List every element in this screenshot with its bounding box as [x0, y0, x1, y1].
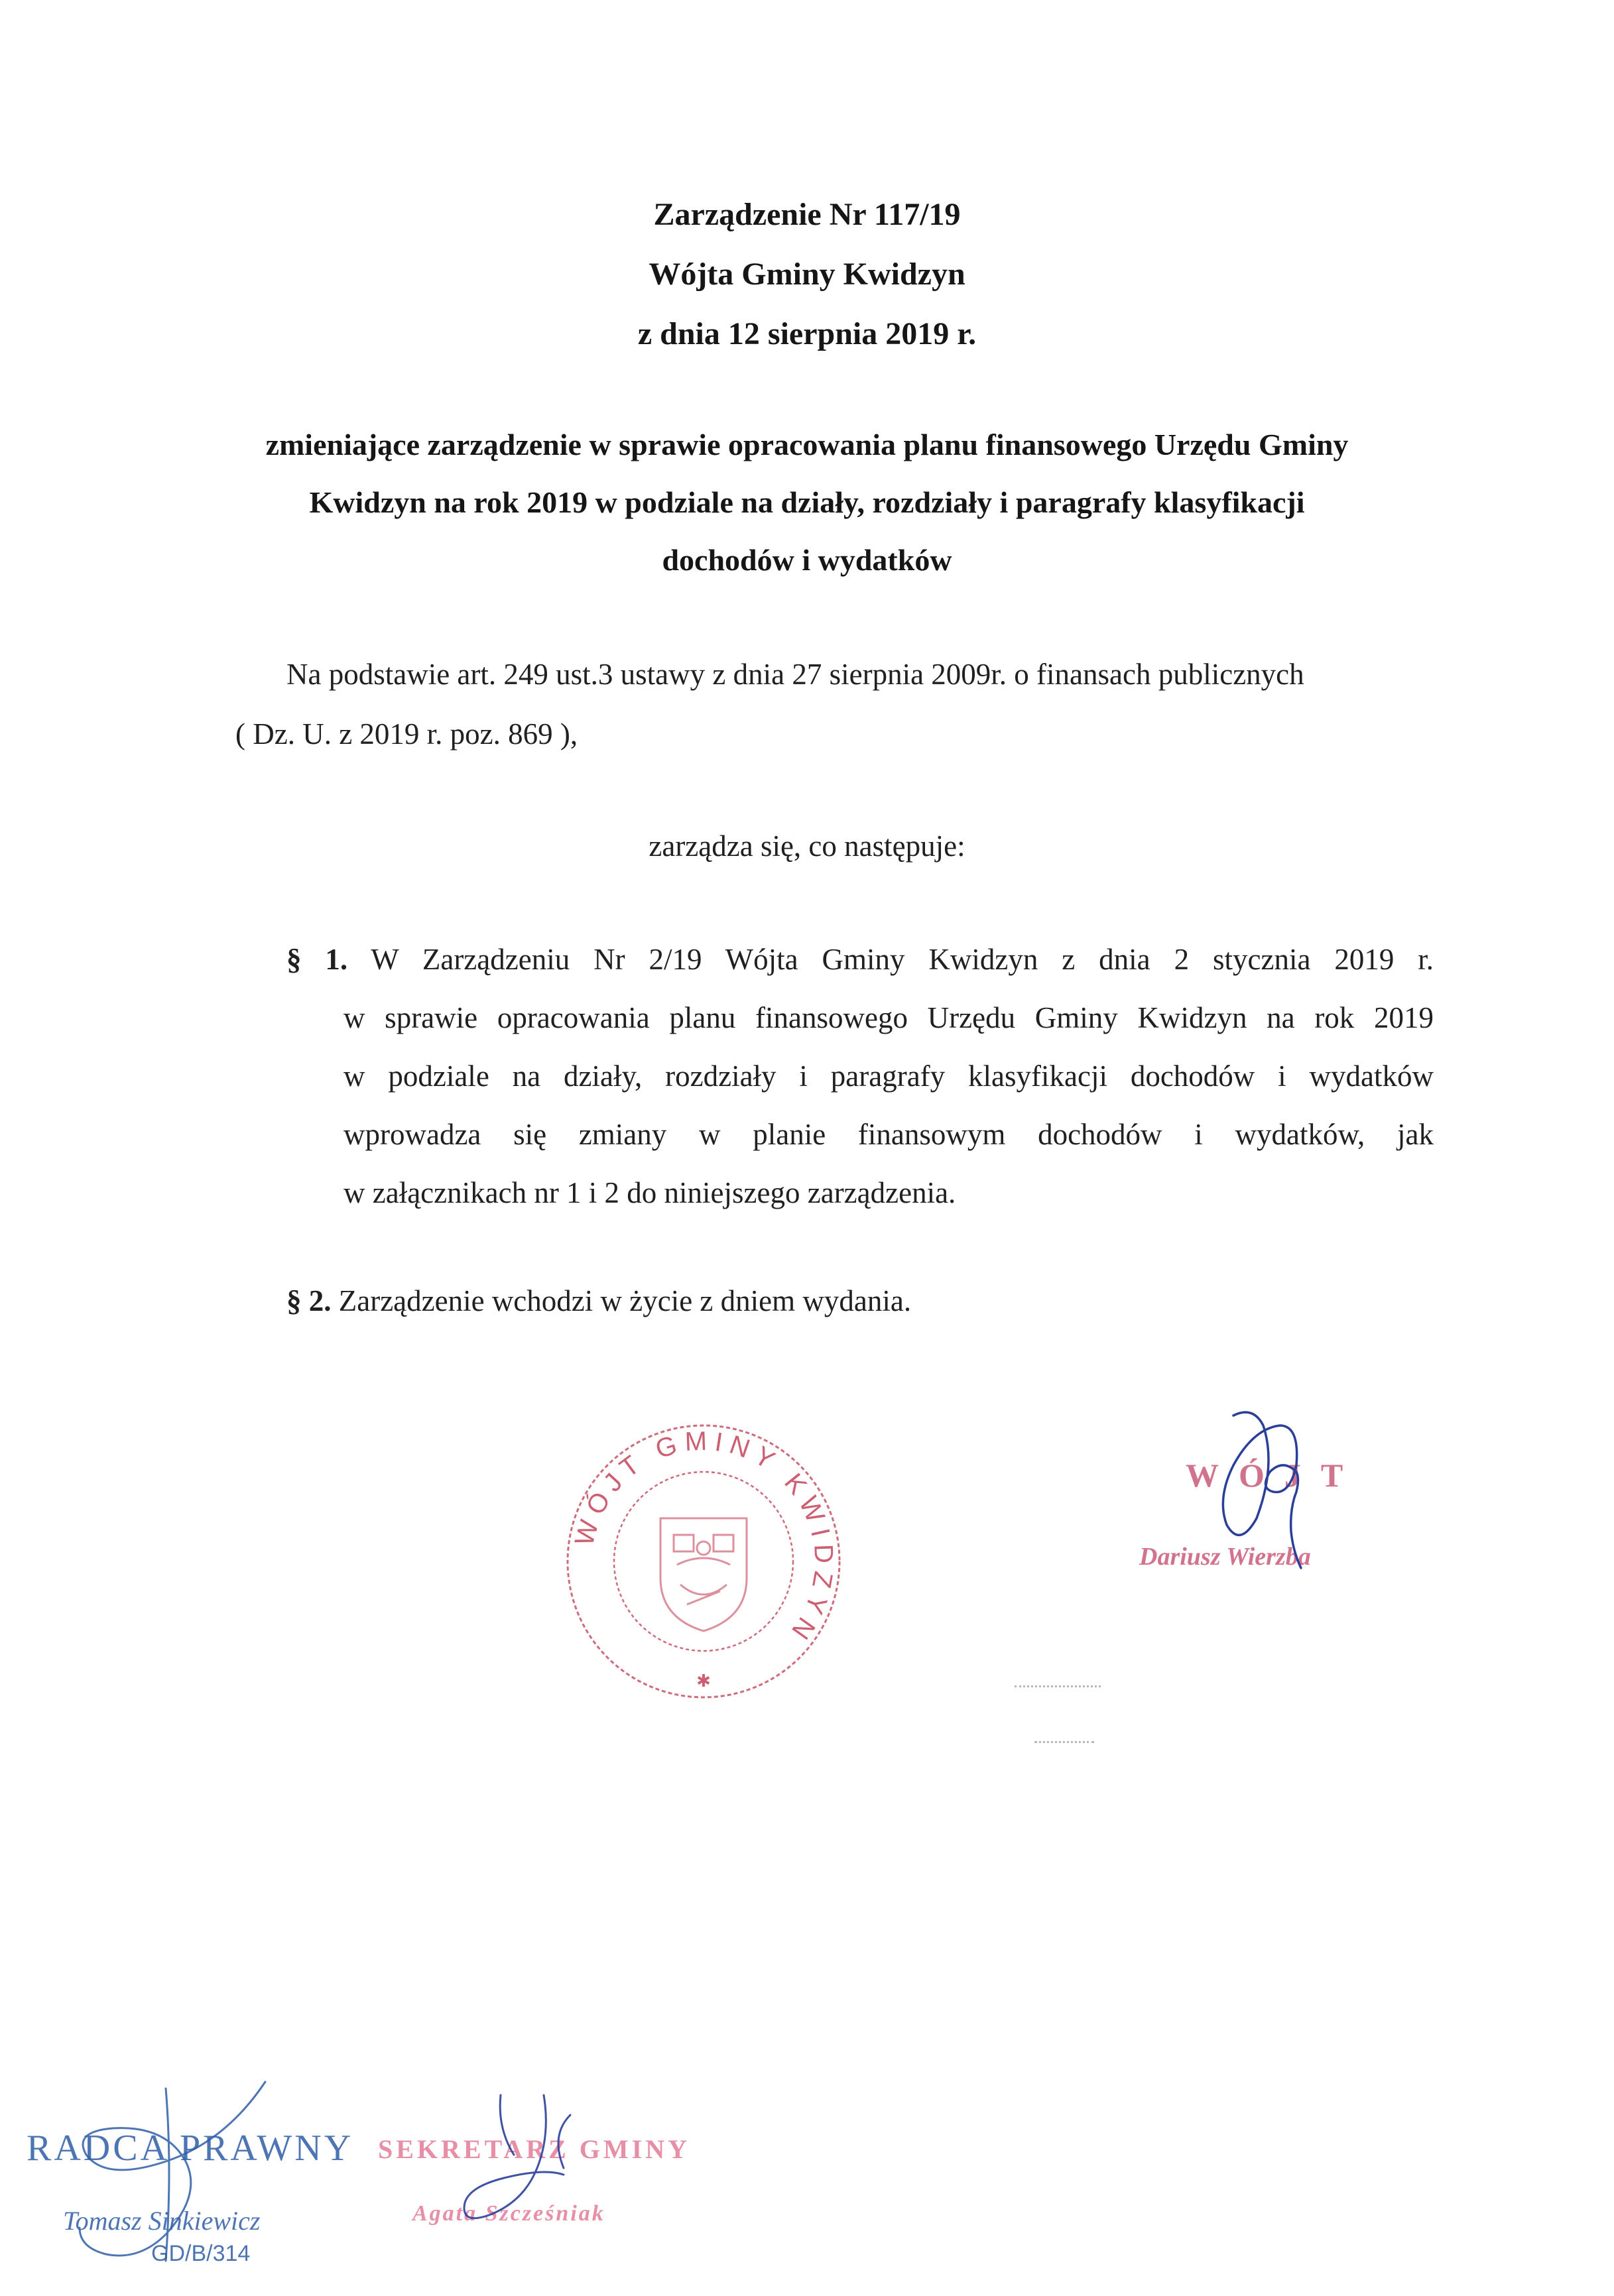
subject-line-2: Kwidzyn na rok 2019 w podziale na działy, rozdziały i paragrafy klasyfikacji — [309, 485, 1305, 519]
legal-signature — [53, 2069, 292, 2287]
ordinance-date: z dnia 12 sierpnia 2019 r. — [637, 316, 977, 351]
wojt-signature — [1187, 1399, 1359, 1624]
section-2-mark: § 2. — [286, 1284, 332, 1317]
subject-line-1: zmieniające zarządzenie w sprawie opracowania planu finansowego Urzędu Gminy — [265, 428, 1349, 461]
section-1-line-1: § 1. W Zarządzeniu Nr 2/19 Wójta Gminy Kwidzyn z dnia 2 stycznia 2019 r. — [286, 943, 1434, 976]
secretary-stamp-name: Agata Szcześniak — [412, 2201, 605, 2226]
legal-stamp-number: GD/B/314 — [151, 2241, 251, 2266]
ordinance-issuer: Wójta Gminy Kwidzyn — [649, 257, 965, 292]
secretary-stamp-title: SEKRETARZ GMINY — [378, 2134, 690, 2164]
section-1-line-5: w załącznikach nr 1 i 2 do niniejszego zarządzenia. — [343, 1176, 956, 1209]
section-1-mark: § 1. — [286, 943, 348, 976]
legal-stamp-title: RADCA PRAWNY — [27, 2128, 354, 2169]
wojt-stamp-name: Dariusz Wierzba — [1139, 1543, 1311, 1571]
section-1-line-4: wprowadza się zmiany w planie finansowym dochodów i wydatków, jak — [343, 1118, 1434, 1151]
decree-line: zarządza się, co następuje: — [649, 829, 965, 863]
legal-basis-line-2: ( Dz. U. z 2019 r. poz. 869 ), — [235, 717, 578, 751]
coat-of-arms-icon — [660, 1518, 747, 1631]
legal-stamp-name: Tomasz Sinkiewicz — [63, 2206, 261, 2236]
wojt-stamp-title: WÓJT — [1186, 1457, 1363, 1494]
legal-basis-line-1: Na podstawie art. 249 ust.3 ustawy z dnia 27 sierpnia 2009r. o finansach publicznych — [286, 658, 1304, 691]
section-1-line-3: w podziale na działy, rozdziały i paragrafy klasyfikacji dochodów i wydatków — [343, 1059, 1434, 1093]
section-1-line-2: w sprawie opracowania planu finansowego Urzędu Gminy Kwidzyn na rok 2019 — [343, 1001, 1434, 1034]
seal-ring-text: WÓJT GMINY KWIDZYN — [569, 1426, 839, 1650]
faint-line — [1015, 1685, 1101, 1687]
star-icon: ✱ — [696, 1671, 711, 1691]
secretary-signature — [438, 2088, 610, 2241]
official-seal — [561, 1419, 846, 1704]
section-2: § 2. Zarządzenie wchodzi w życie z dniem wydania. — [286, 1284, 912, 1317]
ordinance-title: Zarządzenie Nr 117/19 — [653, 197, 961, 232]
faint-line — [1034, 1741, 1094, 1743]
subject-line-3: dochodów i wydatków — [662, 543, 952, 577]
